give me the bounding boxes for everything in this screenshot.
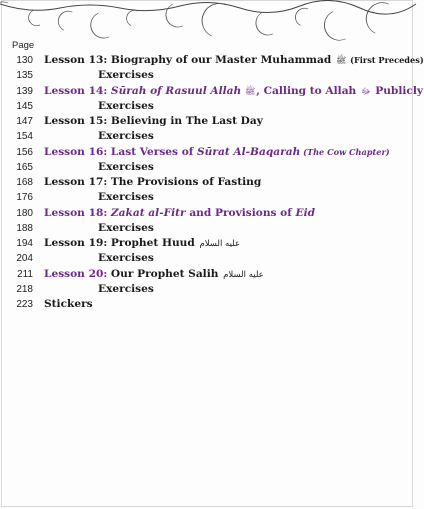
title-text: Sūrat Al-Baqarah [197, 145, 301, 158]
page-number: 135 [16, 70, 33, 82]
title-text: Publicly [371, 84, 424, 97]
honorific-glyph: ﷺ [242, 86, 256, 97]
title-text: Our Prophet Salih [110, 267, 223, 280]
toc-exercise-row[interactable] [0, 160, 416, 175]
entry-title [44, 175, 261, 190]
entry-title [44, 114, 263, 129]
crescent-moon-icon [252, 12, 273, 39]
table-of-contents [0, 53, 424, 312]
page-number: 165 [16, 161, 33, 173]
page-number: 147 [16, 116, 33, 127]
crescent-moon-icon [124, 8, 138, 26]
honorific-glyph: عليه السلام [199, 239, 241, 249]
page-number: 154 [16, 131, 33, 143]
page-number: 223 [16, 299, 33, 310]
page-number: 176 [16, 192, 33, 204]
title-text: Exercises [98, 191, 154, 204]
toc-exercise-row[interactable] [0, 221, 416, 236]
title-text: Lesson 16: Last Verses of [44, 145, 198, 158]
entry-title [44, 206, 315, 221]
title-text: Zakat al-Fitr [110, 206, 186, 219]
crescent-moon-icon [55, 8, 73, 30]
toc-exercise-row[interactable] [0, 129, 416, 144]
crescent-moon-garland [0, 0, 416, 44]
toc-lesson-row[interactable] [0, 114, 416, 129]
title-text: Lesson 13: Biography of our Master Muhammad [44, 54, 335, 66]
page-number: 218 [16, 283, 33, 295]
entry-title [98, 99, 154, 114]
page-number: 168 [16, 177, 33, 188]
entry-title [98, 190, 154, 205]
entry-title [44, 297, 93, 312]
title-text: Lesson 18: [44, 206, 111, 219]
title-text: Exercises [98, 69, 154, 82]
crescent-moon-icon [86, 13, 109, 42]
title-text: Eid [295, 206, 316, 219]
page-number: 145 [16, 100, 33, 112]
toc-exercise-row[interactable] [0, 68, 416, 83]
title-text: (First Precedes) [347, 55, 424, 65]
entry-title [44, 145, 390, 160]
toc-lesson-row[interactable] [0, 84, 424, 99]
toc-exercise-row[interactable] [0, 251, 416, 266]
honorific-glyph: عليه السلام [223, 269, 264, 280]
page-number: 194 [16, 238, 33, 249]
title-text: , Calling to Allah [256, 84, 360, 97]
entry-title [44, 53, 424, 69]
toc-lesson-row[interactable] [0, 236, 416, 251]
entry-title [44, 84, 423, 100]
title-text: and Provisions of [185, 206, 296, 219]
crescent-moon-icon [26, 10, 40, 28]
title-text: Sūrah of Rasuul Allah [110, 84, 242, 97]
entry-title [44, 236, 241, 252]
page-number: 211 [17, 268, 33, 280]
title-text: Exercises [98, 130, 154, 143]
crescent-moon-icon [361, 0, 389, 33]
toc-lesson-row[interactable] [0, 145, 416, 160]
toc-lesson-row[interactable] [0, 206, 416, 221]
title-text: Exercises [98, 99, 154, 112]
entry-title [98, 129, 154, 144]
title-text: Exercises [98, 221, 154, 234]
crescent-moon-icon [196, 0, 226, 36]
toc-lesson-row[interactable] [0, 267, 416, 282]
page-number: 188 [16, 222, 33, 234]
honorific-glyph: ﷻ [360, 86, 371, 97]
title-text: Lesson 14: [44, 84, 111, 97]
entry-title [98, 251, 154, 266]
toc-lesson-row[interactable] [0, 53, 424, 68]
honorific-glyph: ﷺ [335, 56, 347, 66]
title-text: (The Cow Chapter) [300, 146, 390, 157]
entry-title [98, 68, 154, 83]
title-text: Lesson 19: Prophet Huud [44, 237, 199, 249]
entry-title [98, 282, 154, 297]
title-text: Lesson 20: [44, 267, 111, 280]
page-number: 180 [16, 207, 33, 219]
title-text: Exercises [98, 252, 154, 265]
crescent-moon-icon [319, 12, 345, 46]
toc-exercise-row[interactable] [0, 190, 416, 205]
page-number: 156 [16, 146, 33, 158]
page-number: 204 [16, 253, 33, 265]
entry-title [44, 267, 265, 283]
toc-lesson-row[interactable] [0, 175, 416, 190]
title-text: Lesson 17: The Provisions of Fasting [44, 176, 262, 188]
toc-exercise-row[interactable] [0, 282, 416, 297]
page-number: 130 [16, 55, 33, 66]
title-text: Exercises [98, 282, 154, 295]
toc-lesson-row[interactable] [0, 297, 416, 312]
title-text: Stickers [44, 298, 93, 310]
toc-exercise-row[interactable] [0, 99, 416, 114]
page-number: 139 [16, 85, 33, 97]
title-text: Exercises [98, 160, 154, 173]
page-column-label: Page [12, 40, 35, 51]
title-text: Lesson 15: Believing in The Last Day [44, 115, 263, 127]
entry-title [98, 160, 154, 175]
entry-title [98, 221, 154, 236]
